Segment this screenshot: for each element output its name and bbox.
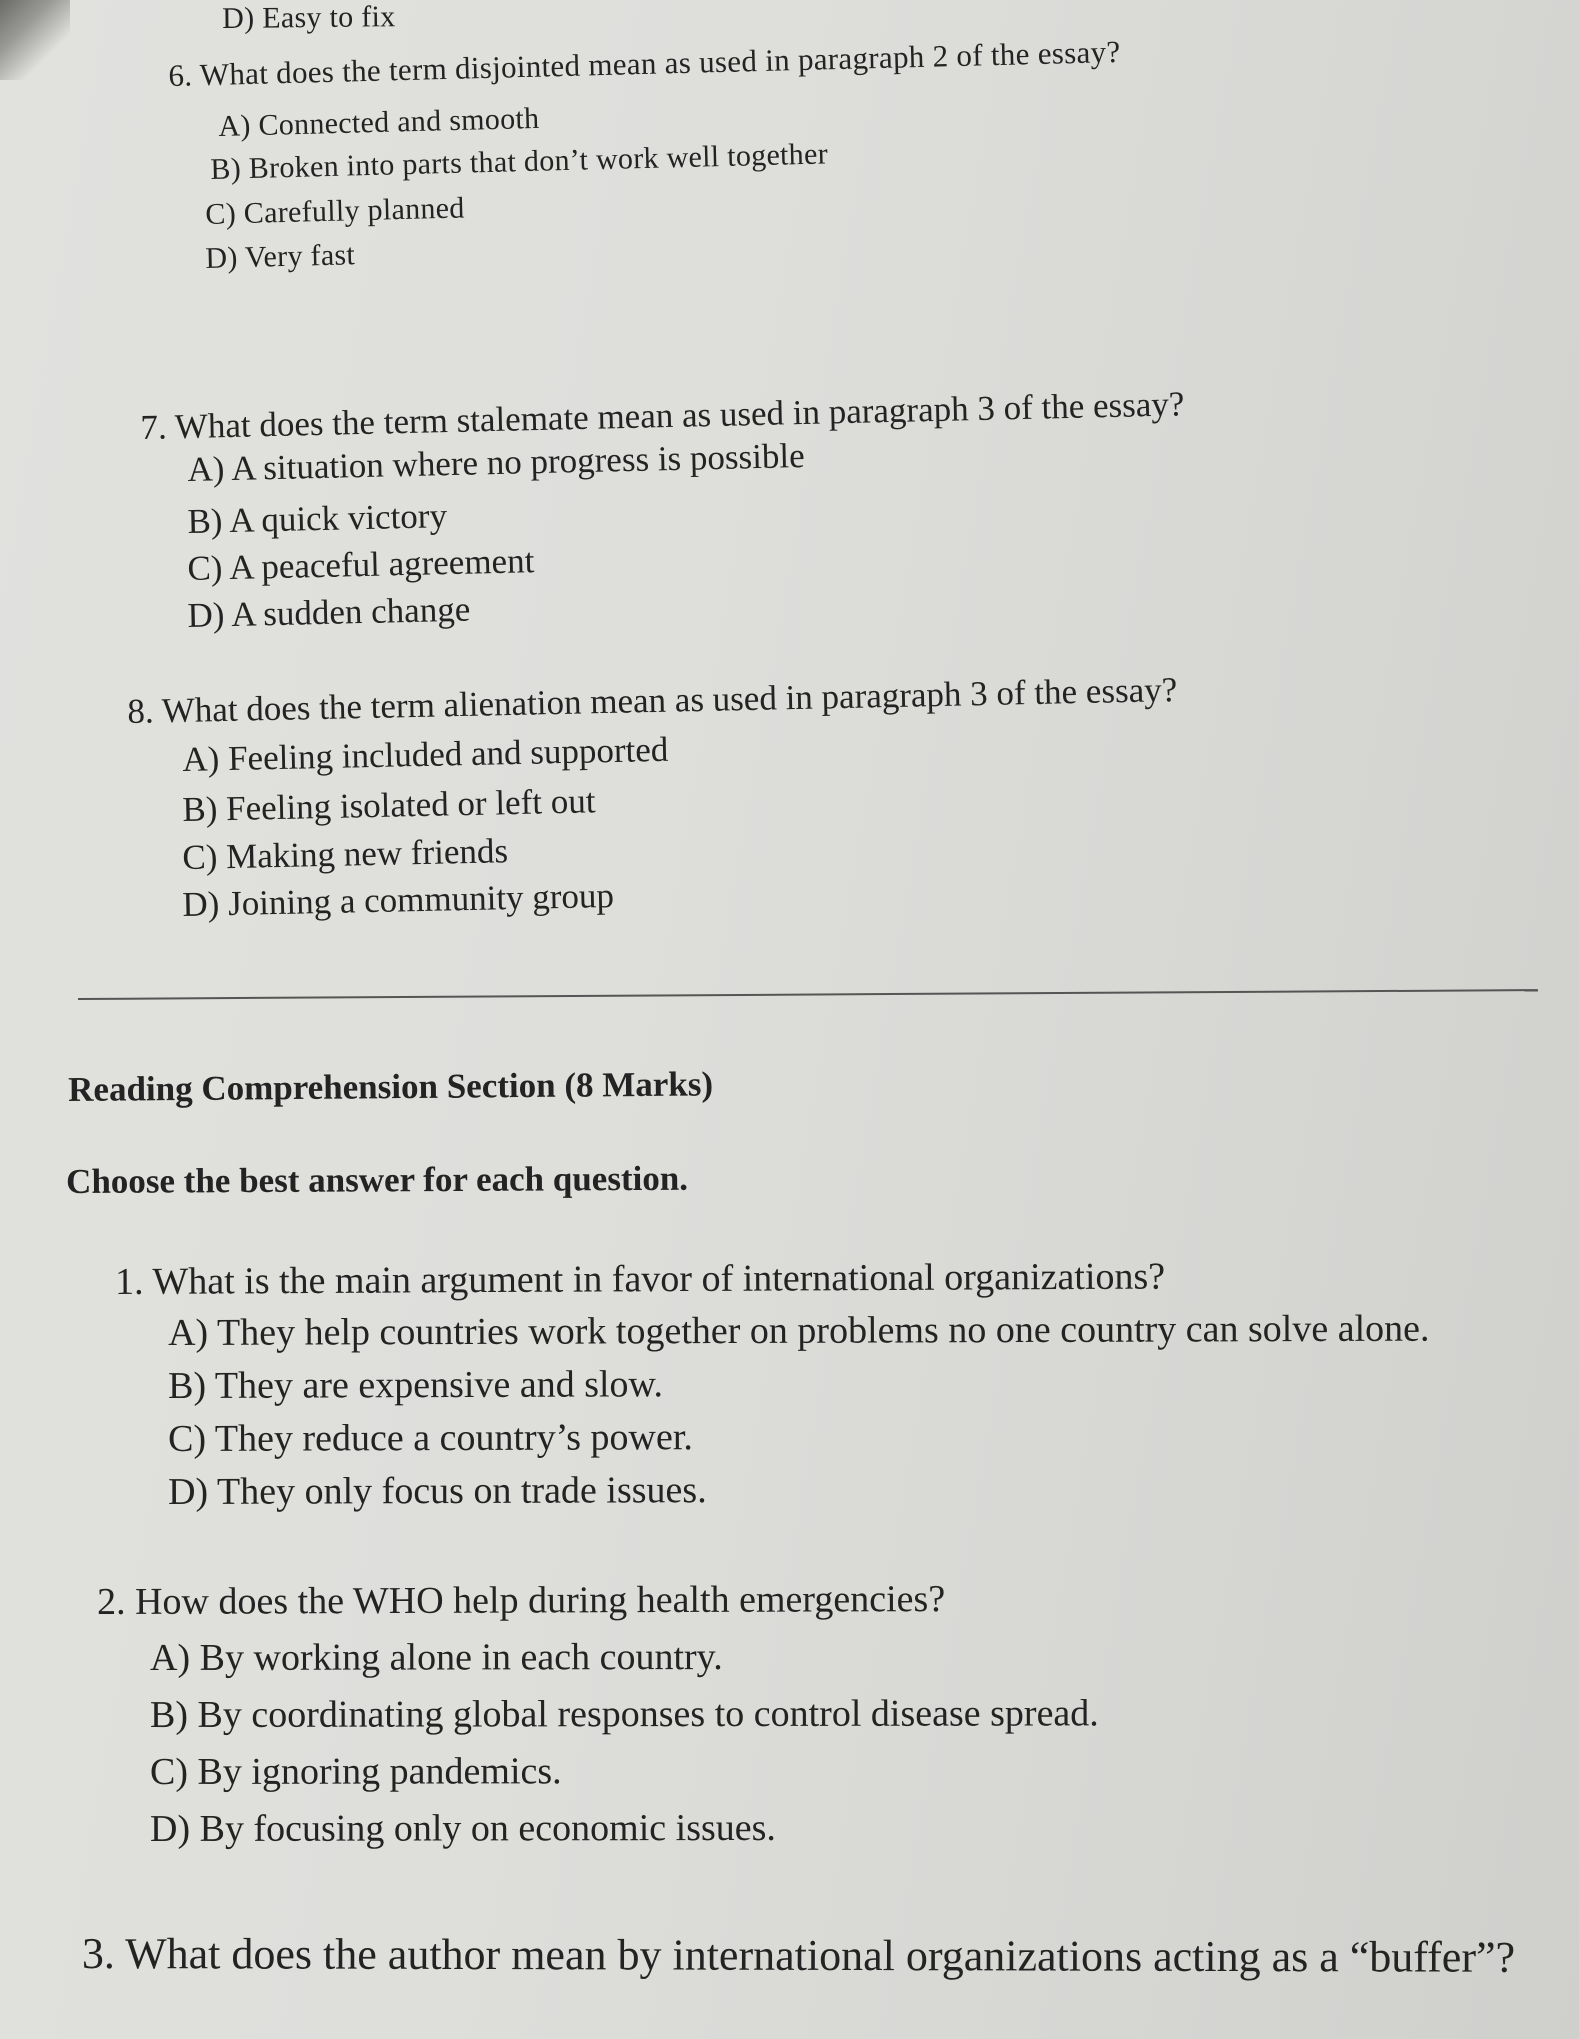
section-divider xyxy=(78,989,1538,1000)
q6-option-d: D) Very fast xyxy=(205,238,356,275)
page-corner-shadow xyxy=(0,0,70,80)
q8-option-b: B) Feeling isolated or left out xyxy=(182,781,596,829)
rq1-option-b: B) They are expensive and slow. xyxy=(168,1363,664,1407)
q7-option-a: A) A situation where no progress is possible xyxy=(187,435,806,489)
q6-option-a: A) Connected and smooth xyxy=(218,101,540,143)
q8-option-d: D) Joining a community group xyxy=(182,875,615,924)
rq2-option-c: C) By ignoring pandemics. xyxy=(150,1750,562,1793)
q7-option-b: B) A quick victory xyxy=(187,496,448,541)
rq1-option-a: A) They help countries work together on problems no one country can solve alone. xyxy=(168,1307,1430,1354)
rq1-option-c: C) They reduce a country’s power. xyxy=(168,1416,693,1460)
rq2-option-b: B) By coordinating global responses to control disease spread. xyxy=(150,1692,1099,1736)
rq2-question: 2. How does the WHO help during health emergencies? xyxy=(97,1578,946,1623)
rq2-option-d: D) By focusing only on economic issues. xyxy=(150,1806,776,1850)
q6-question: 6. What does the term disjointed mean as used in paragraph 2 of the essay? xyxy=(168,33,1121,93)
section-instruction: Choose the best answer for each question. xyxy=(66,1158,689,1201)
q7-question: 7. What does the term stalemate mean as used in paragraph 3 of the essay? xyxy=(140,384,1185,447)
rq1-option-d: D) They only focus on trade issues. xyxy=(168,1469,707,1513)
rq2-option-a: A) By working alone in each country. xyxy=(150,1636,723,1679)
q6-option-c: C) Carefully planned xyxy=(205,191,466,231)
q7-option-d: D) A sudden change xyxy=(187,589,471,635)
q5-option-d: D) Easy to fix xyxy=(222,0,396,35)
q6-option-b: B) Broken into parts that don’t work well together xyxy=(210,137,829,186)
q8-option-a: A) Feeling included and supported xyxy=(182,729,669,779)
q8-question: 8. What does the term alienation mean as used in paragraph 3 of the essay? xyxy=(127,670,1178,731)
section-title: Reading Comprehension Section (8 Marks) xyxy=(68,1064,714,1109)
q8-option-c: C) Making new friends xyxy=(182,831,509,877)
q7-option-c: C) A peaceful agreement xyxy=(187,541,535,588)
rq1-question: 1. What is the main argument in favor of international organizations? xyxy=(115,1255,1166,1303)
rq3-question: 3. What does the author mean by international organizations acting as a “buffer”? xyxy=(81,1929,1516,1982)
